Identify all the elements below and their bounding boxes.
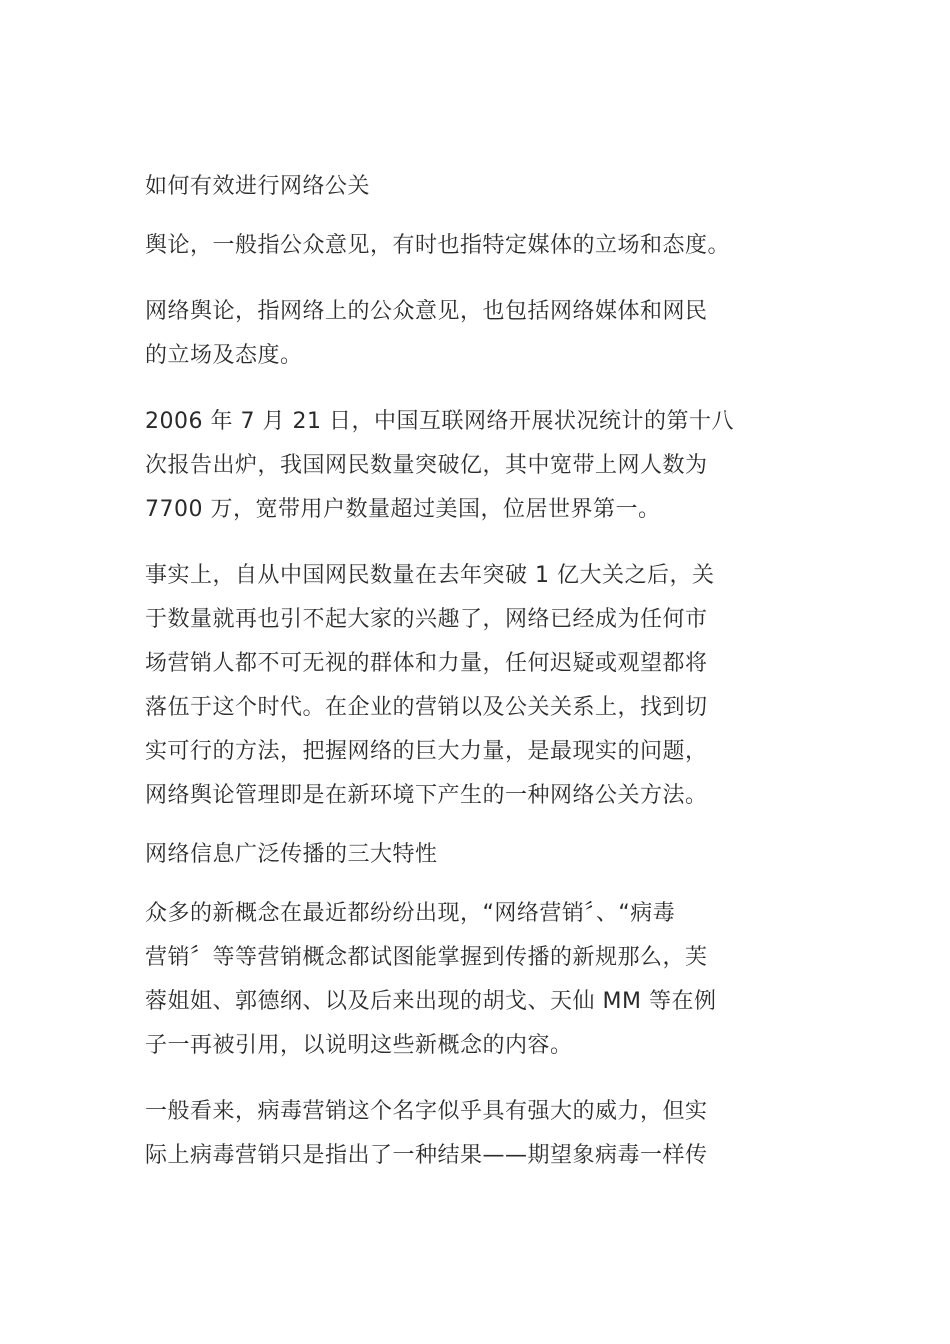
paragraph-public-opinion-definition: 舆论，一般指公众意见，有时也指特定媒体的立场和态度。	[145, 233, 731, 258]
paragraph-new-concepts: 众多的新概念在最近都纷纷出现，“网络营销〞、“病毒 营销〞等等营销概念都试图能掌握到传播的新规那么，芙 蓉姐姐、郭德纲、以及后来出现的胡戈、天仙 MM 等在例 子一再被引用，以说明这些新概念的内容。	[145, 901, 717, 1058]
section-heading: 网络信息广泛传播的三大特性	[145, 842, 438, 867]
paragraph-viral-marketing: 一般看来，病毒营销这个名字似乎具有强大的威力，但实 际上病毒营销只是指出了一种结果——期望象病毒一样传	[145, 1099, 708, 1168]
paragraph-online-opinion-definition: 网络舆论，指网络上的公众意见，也包括网络媒体和网民 的立场及态度。	[145, 299, 708, 368]
paragraph-marketing-context: 事实上，自从中国网民数量在去年突破 1 亿大关之后，关 于数量就再也引不起大家的兴趣了，网络已经成为任何市 场营销人都不可无视的群体和力量，任何迟疑或观望都将 落伍于这个时代。在企业的营销以及公关关系上，找到切 实可行的方法，把握网络的巨大力量，是最现实的问题， 网络舆论管理即是在新环境下产生的一种网络公关方法。	[145, 563, 715, 808]
document-body	[145, 172, 805, 1200]
document-title: 如何有效进行网络公关	[145, 174, 371, 199]
paragraph-internet-statistics: 2006 年 7 月 21 日，中国互联网络开展状况统计的第十八 次报告出炉，我国网民数量突破亿，其中宽带上网人数为 7700 万，宽带用户数量超过美国，位居世界第一。	[145, 409, 734, 522]
